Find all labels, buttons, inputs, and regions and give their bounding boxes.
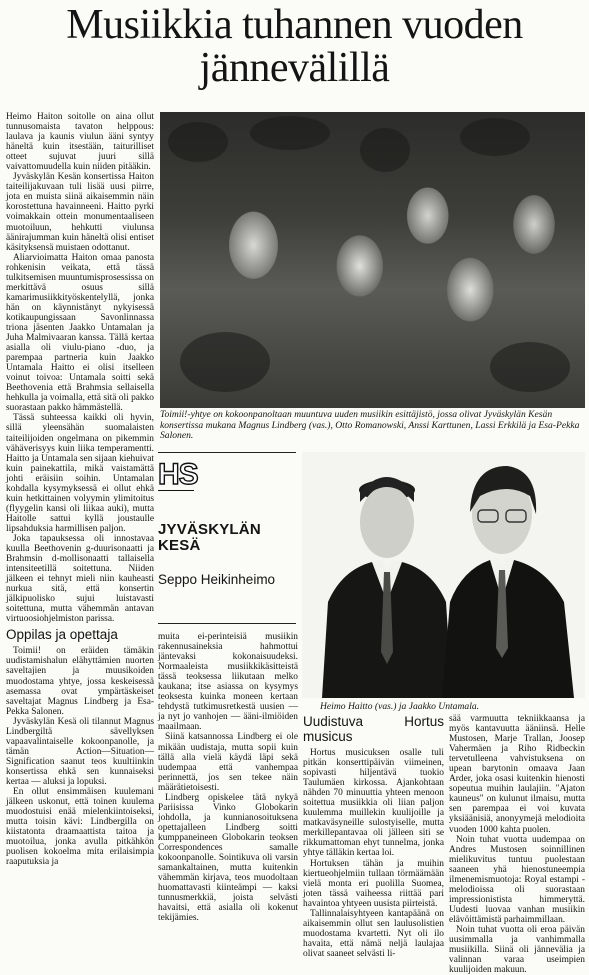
paragraph: Heimo Haiton soitolle on aina ollut tunnusomaista tavaton helppous: laulava ja kaunis viulun ääni syntyy häneltä kuin itsestään, taiturilliset otteet sujuvat juuri sillä vaivattomuudella kuin niiden pitääkin. [6,112,154,173]
divider [158,452,296,453]
paragraph: Tässä suhteessa kaikki oli hyvin, sillä yleensähän suomalaisten taiteilijoiden ongelmana on pikemmin vähäverisyys kuin liika temperamentti. Haitto ja Untamala sen sijaan kiehuivat kuin painekattila, mikä vaistamättä johti eräisiin soihin. Untamalan kohdalla kysymyksessä ei ollut ehkä kuin hetkittainen volyymin ylimitoitus (flyygelin kansi oli liikaa auki), mutta Haitolle sattui kyllä joustaulle lipsahduksia harmillisen paljon. [6,413,154,534]
paragraph: Jyväskylän Kesä oli tilannut Magnus Lindbergiltä sävellyksen vapaavalintaiselle kokoonpanolle, ja tämän Action—Situation—Signification saanut teos kuultiinkin konsertissa ehkä sen kunnaiseksi kertaa — aluksi ja lopuksi. [6,716,154,787]
group-photo [160,112,585,408]
paragraph: Noin tuhat vuotta oli eroa päivän uusimmalla ja vanhimmalla musiikilla. Siinä oli jännevälia ja valinnan varaa useimpien kuulijoiden makuun. [449,924,585,975]
article-column-3 [303,714,444,959]
paragraph: muita ei-perinteisiä musiikin rakennusaineksia hahmottui jäntevaksi kokonaisuudeksi. Normaaleista musiikkikäsitteistä tässä teoksessa liikutaan melko kaukana; itse asiassa on kysymys teoksesta kuinka moneen kertaan tehdystä tutkimusretkestä uusien — ja nyt jo vanhojen — ääni-ilmiöiden maailmaan. [158,632,298,733]
paragraph: sää varmuutta tekniikkaansa ja myös kantavuutta ääniinsä. Helle Mustosen, Marje Trallan, Joosep Vahermäen ja Riho Ridbeckin tervetulleena vahvistuksena on upean barytonin omaava Jaan Arder, joka osasi kuitenkin hienosti sopeutua muihin laulajiin. "Ajaton kauneus" on kulunut ilmaisu, mutta sen parempaa ei voi kuvata yksiäänisiä, anonyymejä melodioita vuoden 1000 kahta puolen. [449,714,585,835]
paragraph: Noin tuhat vuotta uudempaa on Andres Mustosen soinnillinen mielikuvitus tuntuu puolestaan saaneen yhä hienostuneempia ilmenemismuotoja: Royal estampi -melodioissa oli suorastaan impressionistista himmeryttä. Uudesti luovaa vanhan musiikin elävöittämistä parhaimmillaan. [449,834,585,925]
paragraph: Siinä katsannossa Lindberg ei ole mikään uudistaja, mutta sopii kuin tällä alla vielä käydä läpi sekä uudempaa että vanhempaa perinnettä, jos sen tekee näin määrätietoisesti. [158,732,298,793]
duo-photo [302,452,585,698]
paragraph: Tallinnalaisyhtyeen kantapäänä on aikaisemmin ollut sen laulusolistien muodostama kvartetti. Nyt oli ilo havaita, että nämä neljä laulajaa olivat saaneet selvästi li- [303,908,444,959]
hs-logo: HS [158,458,198,491]
paragraph: Hortus musicuksen osalle tuli pitkän konserttipäivän viimeinen, sopivasti hiljentävä tuokio Taulumäen kirkossa. Ajankohtaan nähden 70 minuuttia yhteen menoon soitettua musiikkia oli liian paljon kuulemma muillekin kuulijoille ja matkaväsyneille sulostyiselle, mutta merkillepantavaa oli jälleen siti se rikkumattoman ehyt tunnelma, jonka yhtye tälläkin kertaa loi. [303,748,444,859]
paragraph: Aliarvioimatta Haiton omaa panosta rohkenisin veikata, että tässä tulkitsemisen muuntumisprosessissa on merkittävä osuus sillä kamarimusiikkityöskentelyllä, jonka hän on käynnistänyt nykyisessä kotikaupungissaan Savonlinnassa triona jäsenten Jaakko Untamalan ja Juha Malmivaaran kanssa. Tällä kertaa asialla oli viulu-piano -duo, ja parempaa partneria kuin Jaakko Untamala Haitto ei olisi itselleen voinut toivoa: Untamala soitti sekä Beethovenia että Brahmsia sellaisella hehkulla ja voimalla, että sitä oli pakko suorastaan pakko hämmästellä. [6,252,154,414]
paragraph: Jyväskylän Kesän konsertissa Haiton taiteilijakuvaan tuli lisää uusi piirre, jota en muista siinä aikaisemmin näin korostettuna havainneeni. Haitto pyrki voimakkain ottein monumentaaliseen muotoiluun, hehkutti viulunsa äänirajumman kuin häneltä olisi entiset käsityksensä muistaen odottanut. [6,172,154,253]
subheading: Oppilas ja opettaja [6,627,118,643]
paragraph: Lindberg opiskelee tätä nykyä Pariisissa Vinko Globokarin johdolla, ja kunnianosoituksena opettajalleen Lindberg soitti kumppaneineen Globokarin teoksen Correspondences samalle kokoonpanolle. Sointikuva oli varsin samankaltainen, mutta kuitenkin vähemmän kirjava, teos muodoltaan huomattavasti kiinteämpi — kaksi tunnusmerkkiä, joista selvästi havaitsi, että asialla oli kokenut tekijämies. [158,792,298,924]
headline: Musiikkia tuhannen vuoden jännevälillä [66,2,523,91]
paragraph: Toimii! on eräiden tämäkin uudistamishalun elähyttämien nuorten saveltajien ja muusikoiden muodostama yhtye, jossa keskeisessä asemassa ovat ympärtäskeiset saveltajat Magnus Lindberg ja Esa-Pekka Salonen. [6,646,154,717]
article-column-2 [158,632,298,924]
paragraph: Hortuksen tähän ja muihin kiertueohjelmiin tullaan törmäämään vielä monta eri puolilla Suomea, joten tässä vaiheessa riittää pari havaintoa yhtyeen uusista piirteistä. [303,858,444,909]
paragraph: Joka tapauksessa oli innostavaa kuulla Beethovenin g-duurisonaatti ja Brahmsin d-mollisonaatti tallaisella intensiteetillä soitettuna. Niiden jälkeen ei tehnyt mieli niin kauheasti nurkua sitä, että konsertin jälkipuolisko sujui luistavasti soitettuna, mutta vähemmän antavan virtuoosiohjelmiston parissa. [6,533,154,625]
article-column-1 [6,112,154,906]
paragraph: En ollut ensimmäisen kuulemani jälkeen uskonut, että toinen kuulema muodostuisi enää mielenkiintoiseksi, mutta toisin kävi: Lindbergilla on kiistatonta draamaattista taitoa ja muotoilua, jonka avulla pitkähkön puolisen kokoelma mita erilaisimpia raaputuksia ja [6,787,154,868]
photo-caption: Heimo Haitto (vas.) ja Jaakko Untamala. [320,701,480,712]
article-column-4 [449,714,585,975]
series-title: JYVÄSKYLÄN KESÄ [158,521,261,554]
duo-portrait-illustration [302,452,585,698]
divider [158,623,296,624]
subheading: Uudistuva Hortus musicus [303,714,444,744]
byline: Seppo Heikinheimo [158,572,276,587]
photo-caption: Toimii!-yhtye on kokoonpanoltaan muuntuva uuden musiikin esittäjistö, jossa olivat Jyväskylän Kesän konsertissa mukana Magnus Lindberg (vas.), Otto Romanowski, Anssi Karttunen, Lassi Erkkilä ja Esa-Pekka Salonen. [160,409,580,442]
